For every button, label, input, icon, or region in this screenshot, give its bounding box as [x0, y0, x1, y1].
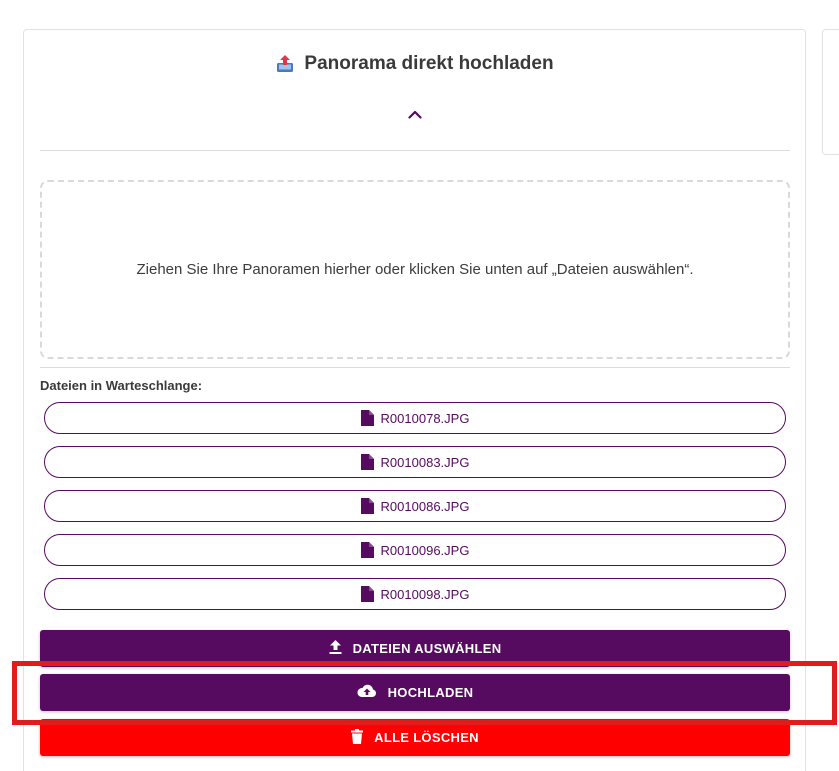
side-panel-card — [822, 29, 839, 155]
file-icon — [361, 498, 374, 514]
trash-icon — [351, 729, 363, 747]
card-header — [24, 50, 805, 78]
select-files-label: DATEIEN AUSWÄHLEN — [352, 641, 502, 656]
file-name: R0010098.JPG — [380, 586, 470, 602]
file-chip[interactable] — [44, 578, 786, 610]
highlight-annotation — [12, 661, 837, 725]
upload-arrow-icon — [329, 640, 342, 657]
page-title: Panorama direkt hochladen — [304, 53, 554, 74]
delete-all-label: ALLE LÖSCHEN — [374, 730, 479, 745]
header-divider — [40, 150, 790, 151]
upload-label: HOCHLADEN — [387, 685, 474, 700]
file-chip[interactable] — [44, 534, 786, 566]
file-queue-list — [44, 402, 786, 622]
file-chip[interactable] — [44, 402, 786, 434]
chevron-up-icon[interactable] — [404, 106, 426, 122]
file-icon — [361, 454, 374, 470]
drop-zone-text: Ziehen Sie Ihre Panoramen hierher oder klicken Sie unten auf „Dateien auswählen“. — [136, 261, 694, 278]
drop-zone[interactable] — [40, 180, 790, 359]
upload-card — [23, 29, 806, 771]
inbox-tray-upload-icon — [275, 54, 295, 74]
file-name: R0010083.JPG — [380, 454, 470, 470]
file-name: R0010078.JPG — [380, 410, 470, 426]
file-chip[interactable] — [44, 490, 786, 522]
file-chip[interactable] — [44, 446, 786, 478]
dropzone-divider — [40, 367, 790, 368]
file-name: R0010096.JPG — [380, 542, 470, 558]
file-name: R0010086.JPG — [380, 498, 470, 514]
file-icon — [361, 586, 374, 602]
file-icon — [361, 542, 374, 558]
file-icon — [361, 410, 374, 426]
queue-label: Dateien in Warteschlange: — [40, 378, 203, 393]
